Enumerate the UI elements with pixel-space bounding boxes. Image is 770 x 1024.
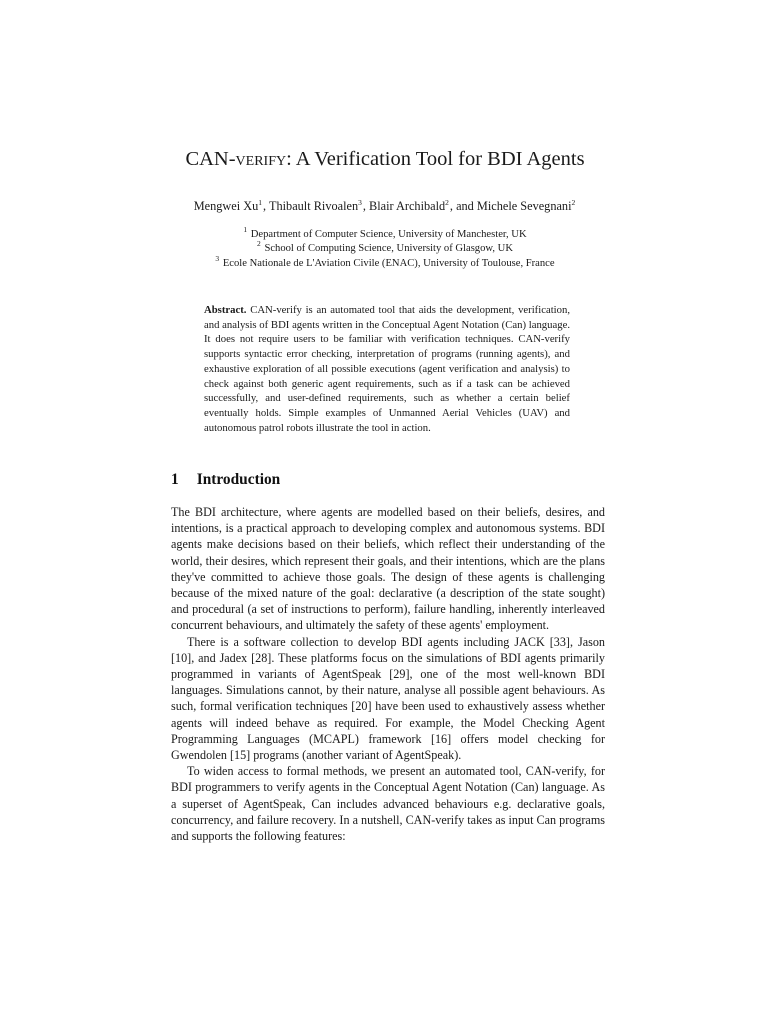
abstract-text: CAN-verify is an automated tool that aids the development, verification, and analysis of BDI agents written in the Conceptual Agent Notation (Can) language. It does not require users to be familiar with verification techniques. CAN-verify supports syntactic error checking, interpretation of programs (running agents), and exhaustive exploration of all possible executions (agent verification and analysis) to check against both generic agent requirements, such as if a task can be achieved successfully, and user-defined requirements, such as whether a certain belief eventually holds. Simple examples of Unmanned Aerial Vehicles (UAV) and autonomous patrol robots illustrate the tool in action. [204, 304, 570, 434]
paragraph: The BDI architecture, where agents are modelled based on their beliefs, desires, and intentions, is a practical approach to developing complex and autonomous systems. BDI agents make decisions based on their beliefs, which reflect their understanding of the world, their desires, which represent their goals, and their intentions, which are the plans they've committed to achieve those goals. The design of these agents is challenging because of the mixed nature of the goal: declarative (a description of the state sought) and procedural (a set of instructions to perform), failure handling, inherently interleaved concurrent behaviours, and ultimately the safety of these agents' employment. [171, 505, 605, 633]
author-list [0, 195, 770, 214]
author-name: Blair Archibald [369, 199, 446, 213]
author-mark: 2 [445, 198, 449, 207]
section-number: 1 [171, 471, 179, 488]
affiliation-mark: 3 [215, 254, 220, 263]
author-name: Michele Sevegnani [476, 199, 572, 213]
affiliation-mark: 2 [257, 239, 261, 248]
abstract-label: Abstract. [204, 304, 247, 316]
author-mark: 1 [258, 198, 263, 207]
author-separator: , [362, 199, 370, 213]
title-main: CAN- [185, 148, 236, 170]
paragraph: There is a software collection to develop BDI agents including JACK [33], Jason [10], and Jadex [28]. These platforms focus on the simulations of BDI agents primarily programmed in variants of AgentSpeak [29], one of the most well-known BDI languages. Simulations cannot, by their nature, analyse all possible agent behaviours. As such, formal verification techniques [20] have been used to exhaustively assess whether agents will indeed behave as required. For example, the Model Checking Agent Programming Languages (MCAPL) framework [16] offers model checking for Gwendolen [15] programs (another variant of AgentSpeak). [171, 634, 605, 763]
paragraph: To widen access to formal methods, we present an automated tool, CAN-verify, for BDI programmers to verify agents in the Conceptual Agent Notation (Can) language. As a superset of AgentSpeak, Can includes advanced behaviours e.g. declarative goals, concurrency, and failure recovery. In a nutshell, CAN-verify takes as input Can programs and supports the following features: [171, 764, 605, 844]
body-text [171, 504, 605, 844]
affiliation-text: Ecole Nationale de L'Aviation Civile (ENAC), University of Toulouse, France [222, 258, 555, 269]
affiliation-mark: 1 [243, 225, 248, 234]
title-verify: verify [235, 148, 287, 170]
author-separator: , [263, 199, 269, 213]
title-rest: : A Verification Tool for BDI Agents [286, 148, 585, 170]
affiliation-text: Department of Computer Science, University of Manchester, UK [250, 229, 527, 240]
paper-title [0, 146, 770, 172]
author-mark: 3 [358, 198, 362, 207]
author-name: Thibault Rivoalen [268, 199, 359, 213]
section-title: Introduction [196, 471, 281, 488]
section-heading [171, 470, 280, 490]
abstract [204, 303, 570, 435]
affiliation-3 [0, 252, 770, 270]
author-separator: , and [449, 199, 477, 213]
author-mark: 2 [571, 198, 576, 207]
affiliation-text: School of Computing Science, University of Glasgow, UK [264, 243, 513, 254]
author-name: Mengwei Xu [193, 199, 259, 213]
